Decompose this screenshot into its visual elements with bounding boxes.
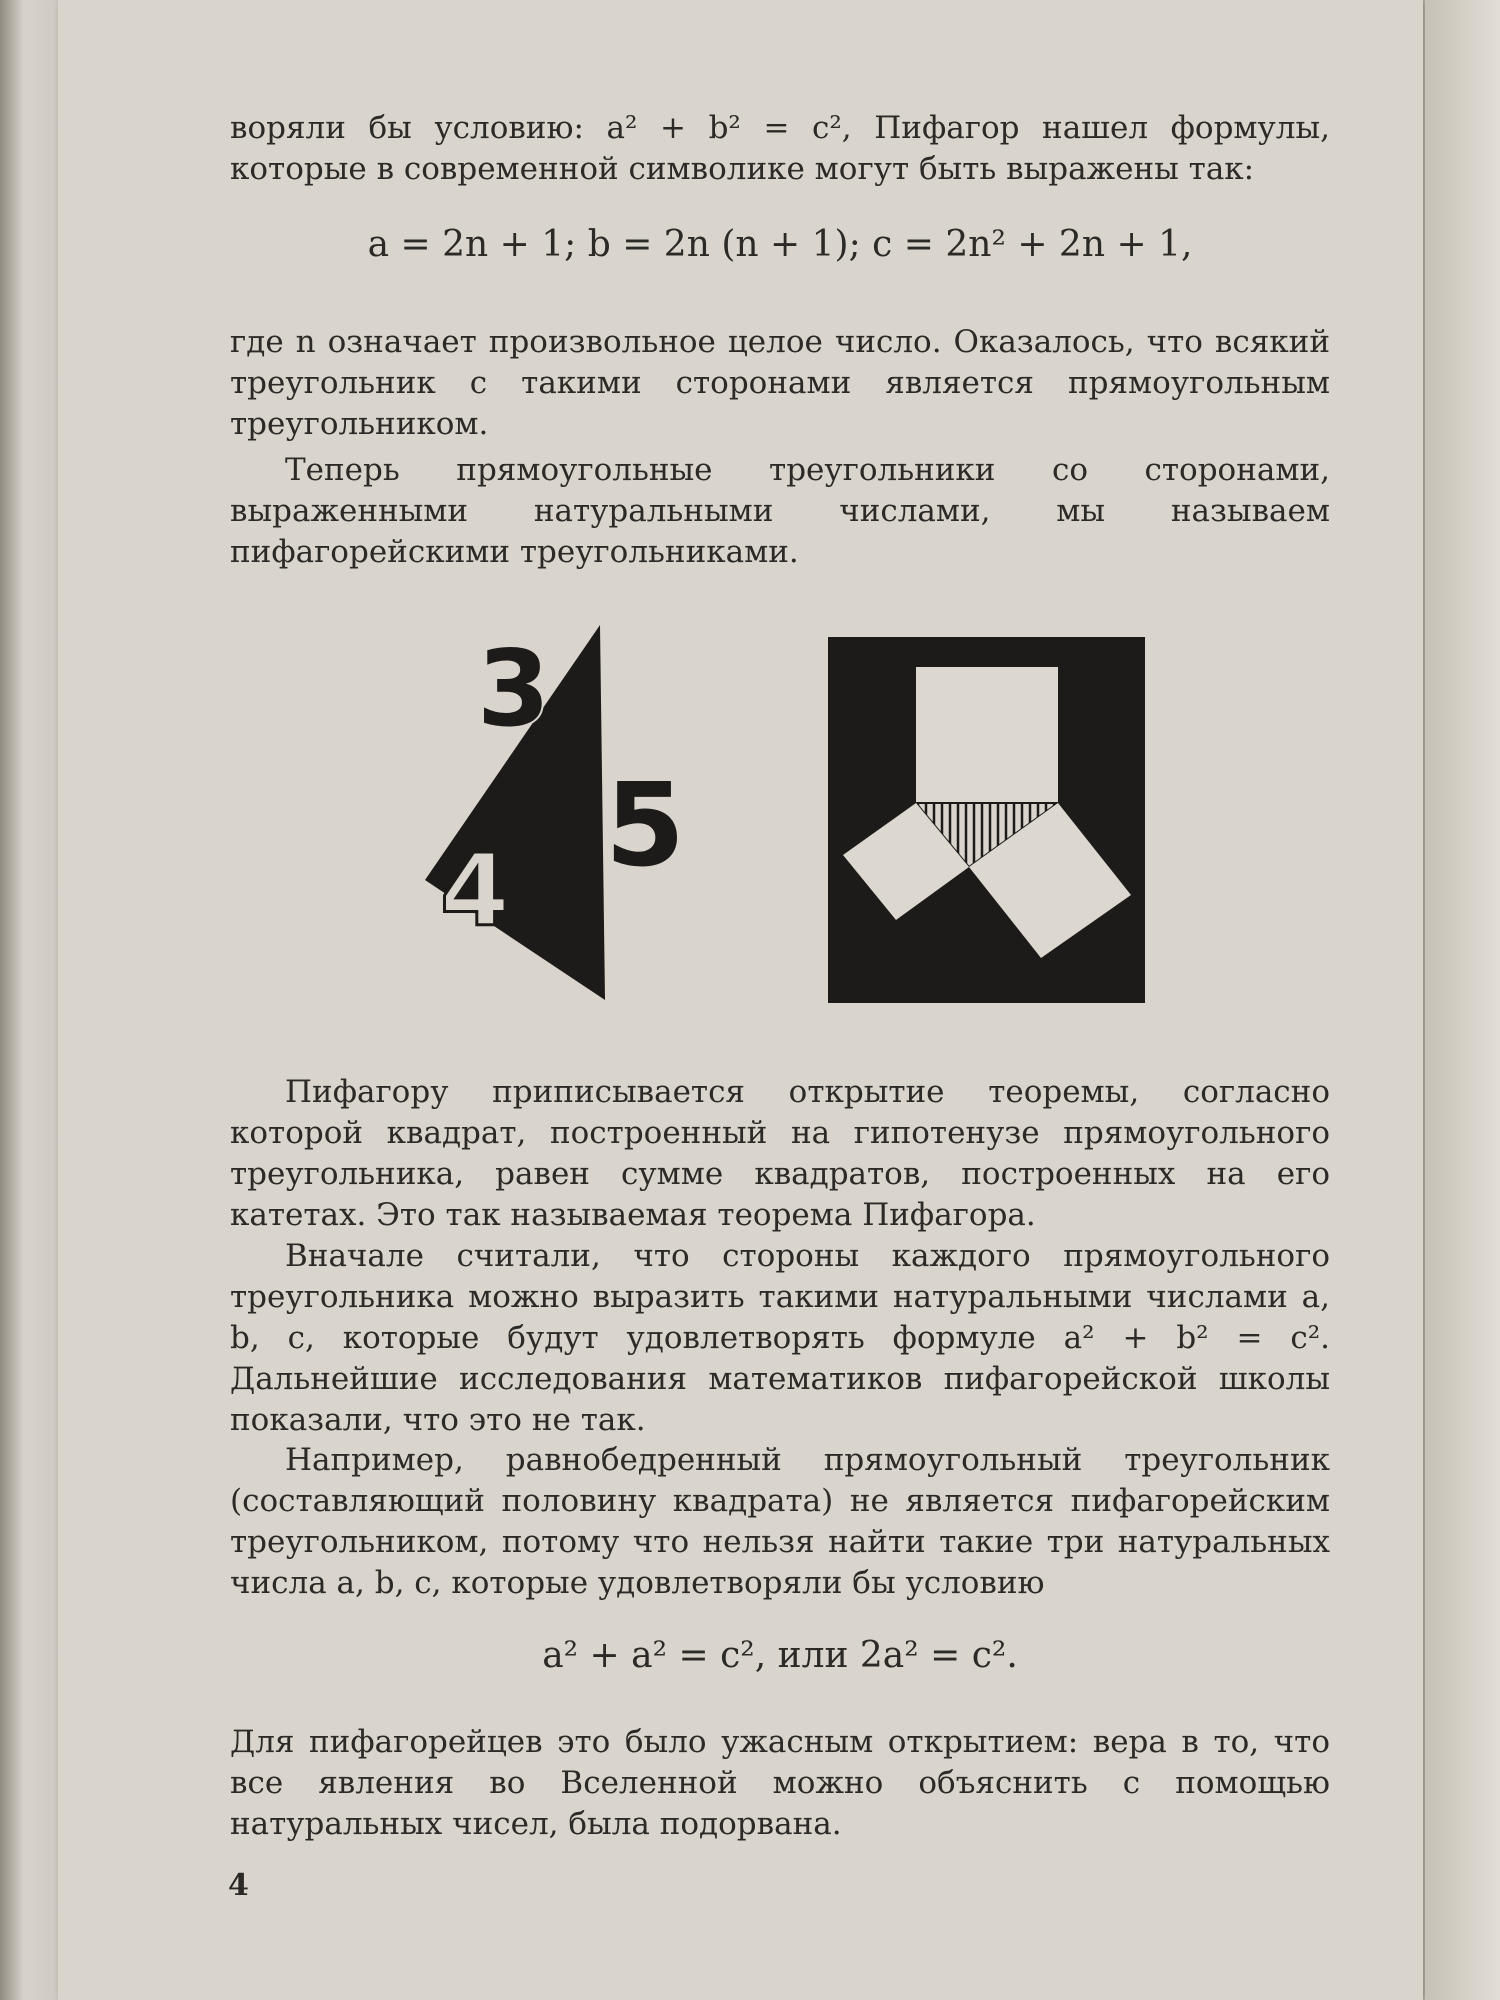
page-number: 4 [228,1868,249,1903]
formula-isosceles: a² + a² = c², или 2a² = c². [542,1635,1018,1676]
paragraph-first-belief [230,1236,1330,1441]
paragraph-top [230,108,1330,190]
book-left-edge [0,0,60,2000]
paragraph-final [230,1722,1330,1845]
pythagoras-squares-figure [828,635,1148,1005]
paragraph-first-belief-text: Вначале считали, что стороны каждого прямоугольного треугольника можно выразить такими натуральными числами a, b, c, которые будут удовлетворять формуле a² + b² = c². Дальнейшие исследования математиков пифагорейской школы показали, что это не так. [230,1238,1330,1438]
number-4-label: 4 [440,832,510,949]
book-page [58,0,1423,2000]
hypotenuse-square [916,667,1058,803]
paragraph-theorem [230,1072,1330,1236]
book-right-edge [1425,0,1500,2000]
paragraph-example-text: Например, равнобедренный прямоугольный треугольник (составляющий половину квадрата) не является пифагорейским треугольником, потому что нельзя найти такие три натуральных числа a, b, c, которые удовлетворяли бы условию [230,1442,1330,1601]
paragraph-top-text: воряли бы условию: a² + b² = c², Пифагор нашел формулы, которые в современной символике могут быть выражены так: [230,110,1330,187]
formula-pythagorean-triples: a = 2n + 1; b = 2n (n + 1); c = 2n² + 2n + 1, [367,224,1193,265]
paragraph-pythagorean-triangles [230,450,1330,573]
paragraph-theorem-text: Пифагору приписывается открытие теоремы, согласно которой квадрат, построенный на гипотенузе прямоугольного треугольника, равен сумме квадратов, построенных на его катетах. Это так называемая теорема Пифагора. [230,1074,1330,1233]
triangle-345-figure [415,625,695,1005]
paragraph-final-text: Для пифагорейцев это было ужасным открытием: вера в то, что все явления во Вселенной можно объяснить с помощью натуральных чисел, была подорвана. [230,1724,1330,1842]
paragraph-after-formula-text: где n означает произвольное целое число. Оказалось, что всякий треугольник с такими сторонами является прямоугольным треугольником. [230,324,1330,442]
number-3-label: 3 [477,628,551,750]
paragraph-example [230,1440,1330,1604]
number-5-label: 5 [605,759,686,893]
paragraph-after-formula [230,322,1330,445]
paragraph-pythagorean-triangles-text: Теперь прямоугольные треугольники со сторонами, выраженными натуральными числами, мы называем пифагорейскими треугольниками. [230,452,1330,570]
